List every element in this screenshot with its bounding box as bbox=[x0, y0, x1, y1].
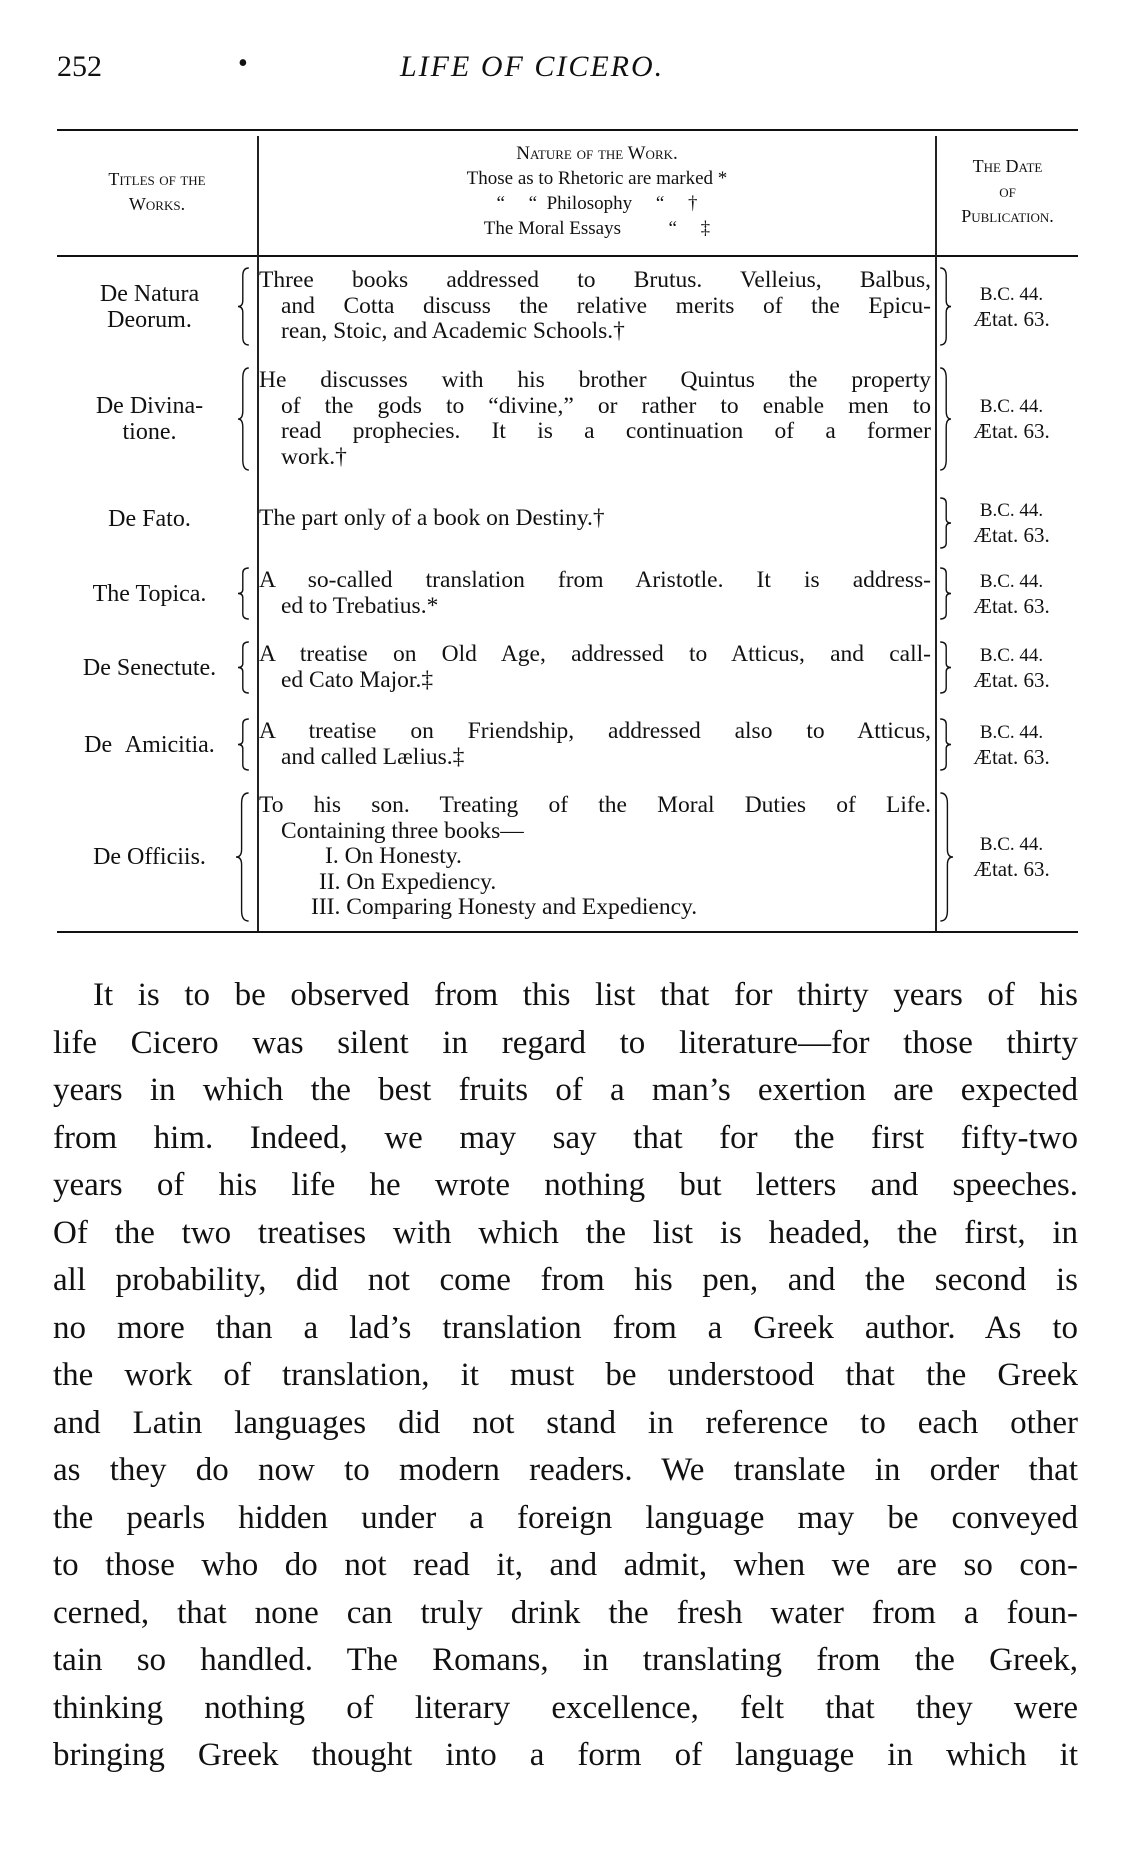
date-aetat: Ætat. 63. bbox=[973, 523, 1050, 547]
left-brace-icon bbox=[238, 568, 250, 619]
date-aetat: Ætat. 63. bbox=[973, 593, 1050, 618]
paragraph-line: years of his life he wrote nothing but letters and speeches. bbox=[53, 1167, 1078, 1203]
nature-line: To his son. Treating of the Moral Duties of Life. bbox=[259, 792, 931, 818]
date-bc: B.C. 44. bbox=[979, 396, 1044, 417]
date-bc: B.C. 44. bbox=[979, 834, 1044, 855]
paragraph-line: as they do now to modern readers. We translate in order that bbox=[53, 1452, 1078, 1488]
publication-date bbox=[945, 568, 1078, 619]
work-nature bbox=[259, 506, 931, 532]
publication-date bbox=[945, 793, 1078, 921]
header-titles bbox=[57, 167, 257, 217]
paragraph-line: the pearls hidden under a foreign language may be conveyed bbox=[53, 1499, 1078, 1536]
publication-date bbox=[945, 642, 1078, 693]
nature-line: Containing three books— bbox=[281, 817, 524, 844]
work-nature bbox=[259, 642, 931, 693]
left-brace-icon bbox=[238, 719, 250, 770]
paragraph-line: cerned, that none can truly drink the fresh water from a foun- bbox=[53, 1594, 1078, 1631]
work-nature bbox=[259, 793, 931, 921]
nature-line: II. On Expediency. bbox=[319, 868, 497, 895]
paragraph-line: life Cicero was silent in regard to literature—for those thirty bbox=[53, 1024, 1078, 1061]
publication-date bbox=[945, 498, 1078, 548]
paragraph-line: Of the two treatises with which the list is headed, the first, in bbox=[53, 1214, 1078, 1251]
date-aetat: Ætat. 63. bbox=[973, 744, 1050, 769]
header-text: Publication. bbox=[961, 206, 1054, 226]
date-aetat: Ætat. 63. bbox=[973, 857, 1050, 881]
nature-line: of the gods to “divine,” or rather to enable men to bbox=[281, 392, 931, 419]
work-title: De Natura Deorum. bbox=[99, 280, 200, 333]
nature-line: III. Comparing Honesty and Expediency. bbox=[311, 894, 698, 920]
nature-line: read prophecies. It is a continuation of a former bbox=[281, 418, 931, 444]
paragraph-line: from him. Indeed, we may say that for the first fifty-two bbox=[53, 1119, 1078, 1156]
header-text: Works. bbox=[128, 194, 186, 214]
date-bc: B.C. 44. bbox=[979, 283, 1044, 305]
column-divider bbox=[935, 136, 937, 931]
work-title: De Fato. bbox=[108, 505, 191, 532]
nature-line: rean, Stoic, and Academic Schools.† bbox=[281, 318, 625, 344]
work-title: De Divina-tione. bbox=[95, 393, 204, 445]
work-nature bbox=[259, 568, 931, 619]
paragraph-line: It is to be observed from this list that for thirty years of his bbox=[93, 977, 1078, 1013]
nature-line: Three books addressed to Brutus. Velleius, Balbus, bbox=[259, 267, 931, 293]
work-nature bbox=[259, 719, 931, 770]
nature-line: ed to Trebatius.* bbox=[281, 592, 439, 619]
work-title: De Officiis. bbox=[93, 844, 206, 870]
table-bottom-rule bbox=[57, 931, 1078, 933]
legend-line: The Moral Essays “ ‡ bbox=[483, 218, 711, 239]
header-date bbox=[937, 154, 1078, 229]
paragraph-line: bringing Greek thought into a form of language in which it bbox=[53, 1737, 1078, 1773]
nature-line: A treatise on Friendship, addressed also to Atticus, bbox=[259, 718, 931, 744]
work-title: The Topica. bbox=[92, 580, 207, 607]
header-text: The Date bbox=[972, 156, 1043, 176]
table-header-rule bbox=[57, 255, 1078, 257]
header-text: Nature of the Work. bbox=[516, 143, 678, 164]
paragraph-line: to those who do not read it, and admit, when we are so con- bbox=[53, 1547, 1078, 1583]
left-brace-icon bbox=[238, 368, 250, 470]
header-text: Titles of the bbox=[108, 169, 206, 189]
date-bc: B.C. 44. bbox=[979, 644, 1044, 666]
nature-line: The part only of a book on Destiny.† bbox=[259, 505, 605, 531]
legend-line: Those as to Rhetoric are marked * bbox=[466, 168, 728, 189]
date-bc: B.C. 44. bbox=[979, 721, 1044, 743]
publication-date bbox=[945, 368, 1078, 470]
nature-line: work.† bbox=[281, 443, 347, 470]
date-bc: B.C. 44. bbox=[979, 500, 1044, 521]
date-aetat: Ætat. 63. bbox=[973, 419, 1050, 443]
nature-line: ed Cato Major.‡ bbox=[281, 666, 434, 693]
date-aetat: Ætat. 63. bbox=[973, 306, 1050, 331]
nature-line: A so-called translation from Aristotle. It is address- bbox=[259, 567, 931, 593]
header-separator: • bbox=[238, 48, 248, 79]
header-text: of bbox=[999, 181, 1016, 201]
nature-line: I. On Honesty. bbox=[325, 843, 462, 869]
work-title: De Senectute. bbox=[82, 654, 217, 681]
paragraph-line: tain so handled. The Romans, in translating from the Greek, bbox=[53, 1642, 1078, 1678]
paragraph-line: no more than a lad’s translation from a Greek author. As to bbox=[53, 1309, 1078, 1346]
nature-line: and called Lælius.‡ bbox=[281, 743, 465, 770]
left-brace-icon bbox=[238, 268, 250, 345]
nature-line: and Cotta discuss the relative merits of the Epicu- bbox=[281, 292, 931, 319]
publication-date bbox=[945, 268, 1078, 345]
page-number: 252 bbox=[57, 50, 102, 83]
work-nature bbox=[259, 368, 931, 470]
work-nature bbox=[259, 268, 931, 345]
paragraph-line: thinking nothing of literary excellence, felt that they were bbox=[53, 1689, 1078, 1726]
paragraph-line: years in which the best fruits of a man’s exertion are expected bbox=[53, 1072, 1078, 1108]
paragraph-line: and Latin languages did not stand in reference to each other bbox=[53, 1404, 1078, 1441]
header-nature bbox=[259, 141, 935, 241]
running-title: LIFE OF CICERO. bbox=[400, 50, 665, 83]
date-bc: B.C. 44. bbox=[979, 570, 1044, 592]
publication-date bbox=[945, 719, 1078, 770]
paragraph-line: the work of translation, it must be understood that the Greek bbox=[53, 1357, 1078, 1393]
body-paragraph bbox=[53, 972, 1078, 1780]
nature-line: A treatise on Old Age, addressed to Atticus, and call- bbox=[259, 641, 931, 667]
nature-line: He discusses with his brother Quintus the property bbox=[259, 367, 931, 393]
work-title: De Amicitia. bbox=[84, 731, 215, 758]
date-aetat: Ætat. 63. bbox=[973, 667, 1050, 692]
left-brace-icon bbox=[236, 793, 250, 921]
legend-line: “ “ Philosophy “ † bbox=[496, 193, 698, 214]
paragraph-line: all probability, did not come from his pen, and the second is bbox=[53, 1262, 1078, 1298]
left-brace-icon bbox=[238, 642, 250, 693]
table-top-rule bbox=[57, 129, 1078, 131]
